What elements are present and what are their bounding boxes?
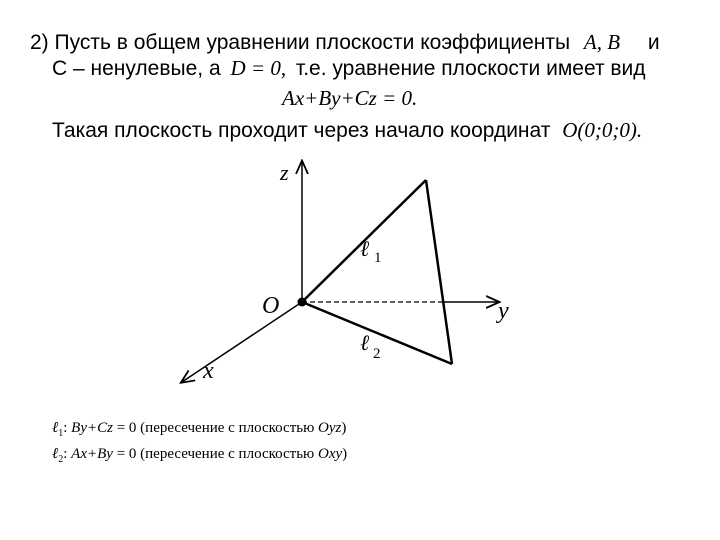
note-2-index: 2 <box>58 454 64 465</box>
note-line-1 <box>52 418 347 444</box>
origin-label: O <box>262 293 280 319</box>
note-1-equation: By+Cz <box>71 420 113 436</box>
note-1-close: ) <box>341 420 347 436</box>
note-1-colon: : <box>63 420 68 436</box>
d-zero-text: D = 0, <box>230 56 287 80</box>
line-2-index: 2 <box>373 346 381 362</box>
line-1-label: ℓ <box>360 236 370 261</box>
z-axis-label: z <box>280 160 289 185</box>
origin-sentence: Такая плоскость проходит через начало координат <box>52 119 551 142</box>
plane-equation: Ax+By+Cz = 0. <box>282 86 418 110</box>
trace-notes <box>52 418 347 470</box>
note-2-equation: Ax+By <box>71 446 113 462</box>
note-1-name: ℓ <box>52 420 59 436</box>
note-2-name: ℓ <box>52 446 59 462</box>
y-axis-label: y <box>498 298 509 324</box>
plane-form-text: т.е. уравнение плоскости имеет вид <box>295 57 646 80</box>
note-1-plane: Oyz <box>318 420 342 436</box>
note-2-close: ) <box>342 446 348 462</box>
triangle-far-edge <box>426 180 452 364</box>
origin-coordinates: O(0;0;0). <box>562 118 643 142</box>
note-2-plane: Oxy <box>318 446 343 462</box>
note-1-index: 1 <box>58 428 64 439</box>
note-line-2 <box>52 444 347 470</box>
note-2-description: = 0 (пересечение с плоскостью <box>112 446 319 462</box>
intro-text: 2) Пусть в общем уравнении плоскости коэффициенты <box>30 31 571 54</box>
line-1-index: 1 <box>374 250 382 266</box>
note-2-colon: : <box>63 446 68 462</box>
origin-point <box>298 298 307 307</box>
x-axis-label: x <box>203 358 214 384</box>
c-nonzero-text: С – ненулевые, а <box>52 57 221 80</box>
note-1-description: = 0 (пересечение с плоскостью <box>112 420 319 436</box>
conjunction-text: и <box>647 31 660 54</box>
line-2-label: ℓ <box>360 330 370 355</box>
x-axis <box>182 302 302 382</box>
coefficients-ab: A, B <box>583 30 621 54</box>
